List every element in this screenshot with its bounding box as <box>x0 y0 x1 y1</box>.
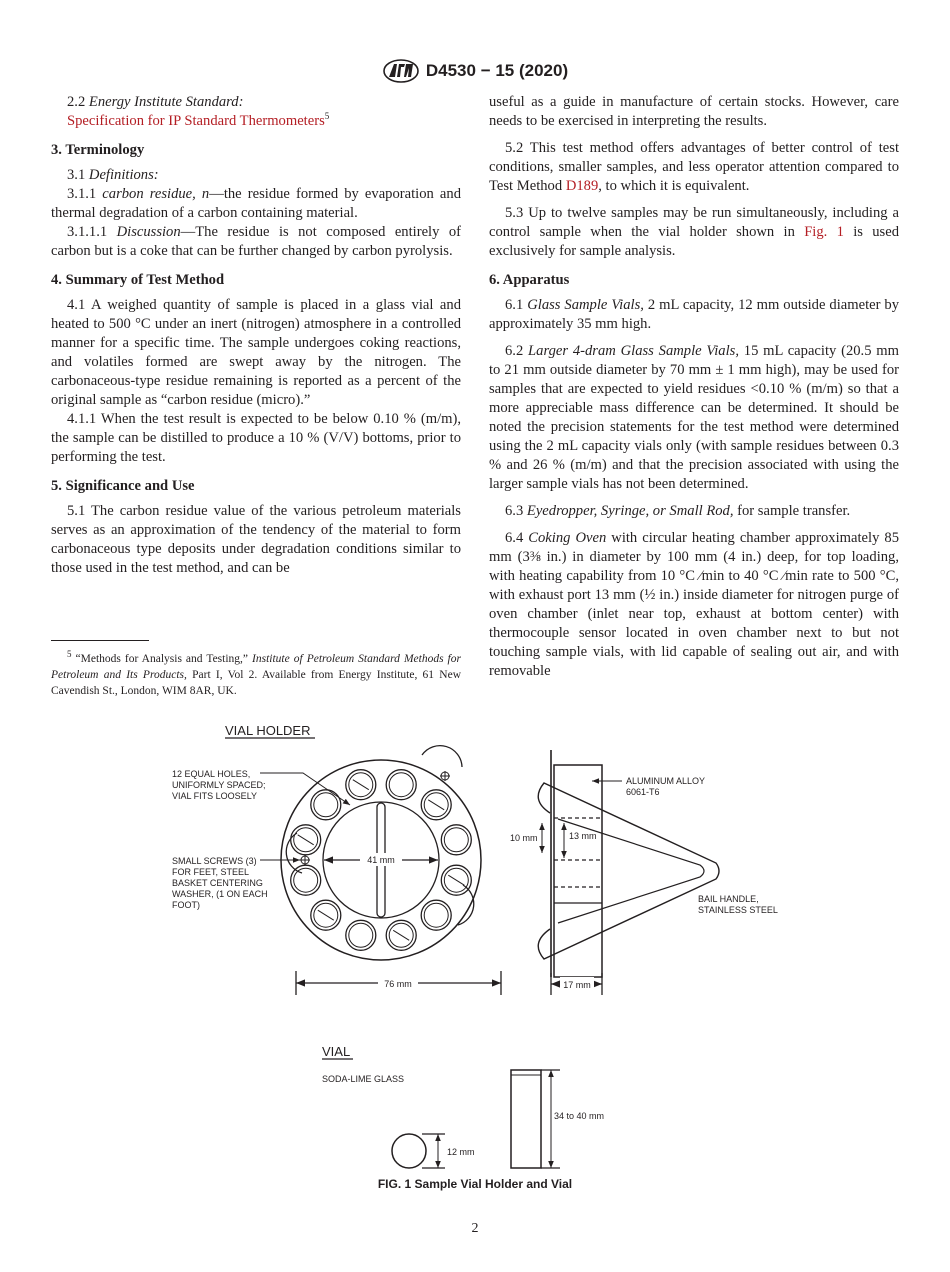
para-2-2-ref <box>51 112 461 131</box>
vial-side-view <box>511 1070 541 1168</box>
para-5-1: 5.1 The carbon residue value of the various petroleum materials serves as an approximation of the tendency of the material to form carbonaceous type deposits under degradation conditions similar to those used in the test method, and can be <box>51 503 461 576</box>
left-column <box>51 93 461 578</box>
para-6-4: 6.4 Coking Oven with circular heating chamber approximately 85 mm (3⅜ in.) in diameter by 100 mm (4 in.) deep, for top loading, with heating capability from 10 °C ⁄min to 40 °C ⁄min rate to 500 °C, with exhaust port 13 mm (½ in.) inside diameter for nitrogen purge of oven chamber (inlet near top, exhaust at bottom center) with thermocouple sensor located in oven chamber next to but not touching sample vials, with lid capable of sealing out air, and with removable <box>489 530 899 679</box>
para-6-1: 6.1 Glass Sample Vials, 2 mL capacity, 12 mm outside diameter by approximately 35 mm high. <box>489 297 900 332</box>
d189-link[interactable]: D189 <box>565 178 599 194</box>
vial-hole-inner <box>314 793 338 817</box>
para-3-1: 3.1 Definitions: <box>67 167 159 183</box>
section-3-heading: 3. Terminology <box>51 142 145 158</box>
para-3-1-1-1: 3.1.1.1 Discussion—The residue is not composed entirely of carbon but is a coke that can be further changed by carbon pyrolysis. <box>51 224 461 259</box>
vial-hole <box>346 920 376 950</box>
document-id: D4530 − 15 (2020) <box>425 61 569 80</box>
dim-13mm-label: 13 mm <box>569 831 597 841</box>
page-number: 2 <box>471 1221 479 1236</box>
vial-hole-mark <box>428 800 444 810</box>
vial-hole-inner <box>389 773 413 797</box>
dim-41mm-label: 41 mm <box>367 855 395 865</box>
bail-label: BAIL HANDLE, STAINLESS STEEL <box>698 894 778 915</box>
figure-caption: FIG. 1 Sample Vial Holder and Vial <box>377 1177 573 1191</box>
para-5-2: 5.2 This test method offers advantages of better control of test conditions, smaller samples, and less operator attention compared to Test Method D189, to which it is equivalent. <box>489 140 899 194</box>
screws-label: SMALL SCREWS (3) FOR FEET, STEEL BASKET CENTERING WASHER, (1 ON EACH FOOT) <box>172 856 268 910</box>
vial-holder-title: VIAL HOLDER <box>225 723 311 738</box>
dim-34-40mm-label: 34 to 40 mm <box>554 1111 605 1121</box>
thermometer-spec-link[interactable]: Specification for IP Standard Thermometers <box>67 113 325 129</box>
alloy-label: ALUMINUM ALLOY 6061-T6 <box>626 776 705 797</box>
vial-hole <box>441 825 471 855</box>
astm-logo-icon <box>382 59 420 83</box>
dim-10mm-label: 10 mm <box>510 833 538 843</box>
dim-76mm-label: 76 mm <box>384 979 412 989</box>
para-6-2: 6.2 Larger 4-dram Glass Sample Vials, 15 mL capacity (20.5 mm to 21 mm outside diameter by 70 mm ± 1 mm high), may be used for samples that are expected to yield residues <0.10 % (m/m) so that a more appreciable mass difference can be determined. It should be noted the precision statements for the test method were determined using the 2 mL capacity vials only (with sample residues between 0.3 % and 26 % (m/m) and that the precision associated with using the larger sample vials has not been determined. <box>489 343 899 492</box>
page-header <box>0 58 950 84</box>
vial-hole-mark <box>318 910 334 920</box>
para-4-1: 4.1 A weighed quantity of sample is placed in a glass vial and heated to 500 °C under an inert (nitrogen) atmosphere in a controlled manner for a specific time. The sample undergoes coking reactions, and volatiles formed are swept away by the nitrogen. The carbonaceous-type residue remaining is reported as a percent of the original sample as “carbon residue (micro).” <box>51 297 461 408</box>
figure-1-drawing <box>160 715 800 1175</box>
right-column <box>489 93 899 681</box>
holes-label: 12 EQUAL HOLES, UNIFORMLY SPACED; VIAL FITS LOOSELY <box>172 769 266 801</box>
footnote-ref-5[interactable]: 5 <box>324 111 330 122</box>
para-2-2: 2.2 Energy Institute Standard: <box>67 94 244 110</box>
section-5-heading: 5. Significance and Use <box>51 478 195 494</box>
para-5-1-cont: useful as a guide in manufacture of certain stocks. However, care needs to be exercised in interpreting the results. <box>489 94 899 129</box>
vial-hole-mark <box>298 835 314 845</box>
fig-1-link[interactable]: Fig. 1 <box>804 224 844 240</box>
vial-material: SODA-LIME GLASS <box>322 1074 405 1084</box>
section-4-heading: 4. Summary of Test Method <box>51 272 225 288</box>
vial-hole <box>421 900 451 930</box>
vial-title: VIAL <box>322 1044 351 1059</box>
vial-hole-inner <box>349 923 373 947</box>
vial-hole <box>311 790 341 820</box>
holder-side-body <box>554 765 602 977</box>
dim-12mm-label: 12 mm <box>447 1147 475 1157</box>
vial-top-view <box>392 1134 426 1168</box>
vial-hole <box>386 770 416 800</box>
footnote-rule <box>51 640 149 641</box>
dim-17mm-label: 17 mm <box>563 980 591 990</box>
footnote-5: $^5$ “Methods for Analysis and Testing,” Institute of Petroleum Standard Methods for Petroleum and Its Products, Part I, Vol 2. Available from Energy Institute, 61 New Cavendish St., London, WIM 8AR, UK. <box>51 649 462 697</box>
vial-hole-mark <box>353 780 369 790</box>
vial-hole-inner <box>444 828 468 852</box>
para-5-3: 5.3 Up to twelve samples may be run simultaneously, including a control sample when the vial holder shown in Fig. 1 is used exclusively for sample analysis. <box>489 205 899 259</box>
vial-hole-mark <box>448 875 464 885</box>
vial-hole-inner <box>424 903 448 927</box>
para-4-1-1: 4.1.1 When the test result is expected to be below 0.10 % (m/m), the sample can be distilled to produce a 10 % (V/V) bottoms, prior to performing the test. <box>51 411 461 465</box>
vial-hole <box>291 865 321 895</box>
vial-hole-inner <box>294 868 318 892</box>
para-3-1-1: 3.1.1 carbon residue, n—the residue formed by evaporation and thermal degradation of a carbon containing material. <box>51 186 461 221</box>
para-6-3: 6.3 Eyedropper, Syringe, or Small Rod, for sample transfer. <box>505 503 851 519</box>
vial-hole-mark <box>393 930 409 940</box>
bail-handle <box>538 783 719 959</box>
section-6-heading: 6. Apparatus <box>489 272 570 288</box>
